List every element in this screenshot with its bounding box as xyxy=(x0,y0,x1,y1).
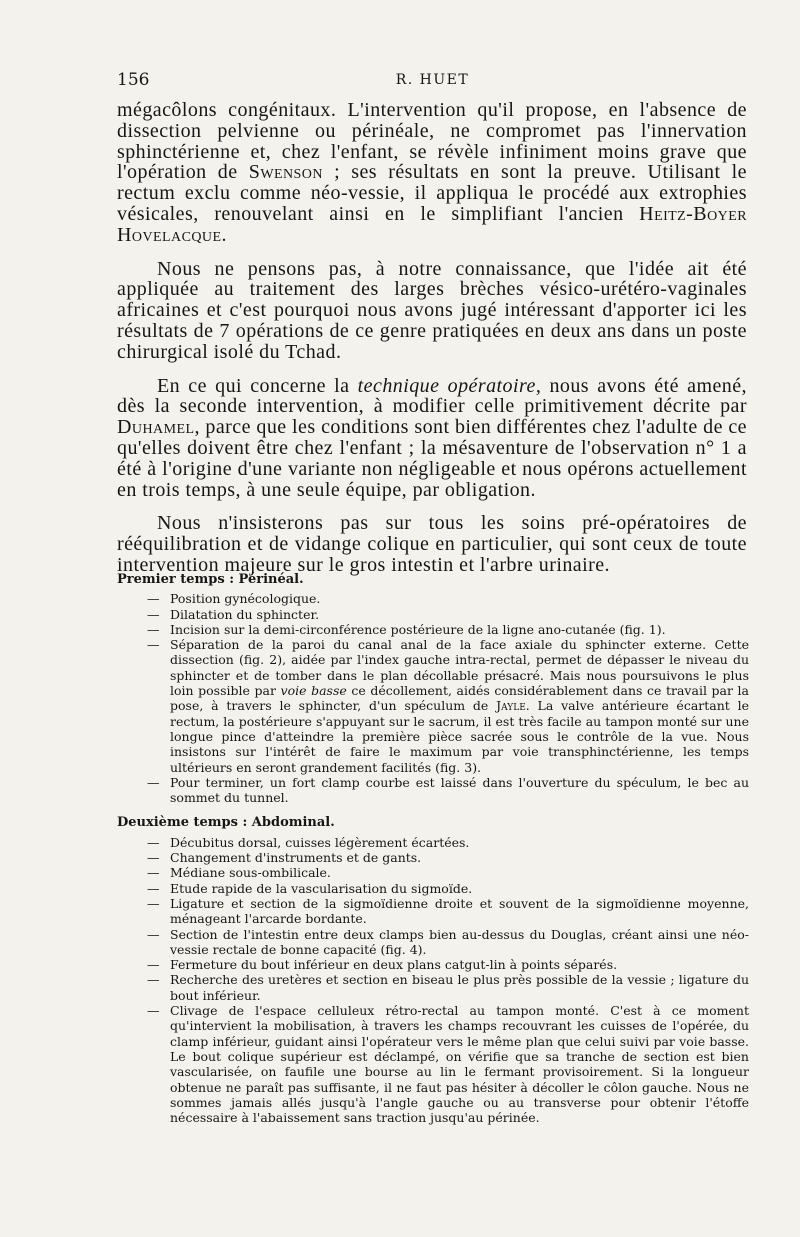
item-text: Section de l'intestin entre deux clamps bien au-dessus du Douglas, créant ainsi une néo-vessie rectale de bonne capacité (fig. 4). xyxy=(170,926,749,957)
list-item xyxy=(117,850,749,865)
dash: — xyxy=(147,774,160,790)
dash: — xyxy=(147,895,160,911)
item-text-b: ce décollement, aidés considérablement dans ce travail par la pose, à travers le sphincter, d'un spéculum de xyxy=(170,683,749,714)
list-item xyxy=(117,957,749,972)
body-text xyxy=(117,100,747,589)
item-text-c: . La valve antérieure écartant le rectum, la postérieure s'appuyant sur le sacrum, il est très facile au tampon monté sur une longue pince d'atteindre la première pièce sacrée sous le contrôle de la vue. Nous insistons sur l'intérêt de faire le maximum par voie transphinctérienne, les temps ultérieurs en seront grandement facilités (fig. 3). xyxy=(170,698,749,775)
list-item xyxy=(117,591,749,606)
section-2-title: Deuxième temps : Abdominal. xyxy=(117,815,335,831)
list-item xyxy=(117,927,749,958)
p3-text-b: nous avons été amené, dès la seconde intervention, à modifier celle primitivement décrite par xyxy=(117,374,748,418)
section-2-list xyxy=(117,835,749,1126)
section-1-title: Premier temps : Périnéal. xyxy=(117,572,304,587)
list-item xyxy=(117,775,749,806)
dash: — xyxy=(147,1003,160,1019)
dash: — xyxy=(147,972,160,988)
dash: — xyxy=(147,850,160,866)
item-text: Clivage de l'espace celluleux rétro-rectal au tampon monté. C'est à ce moment qu'intervient la mobilisation, à travers les champs recouvrant les cuisses de l'opérée, du clamp inférieur, guidant ainsi l'opérateur vers le même plan que celui suivi par voie basse. Le bout colique supérieur est déclampé, on vérifie que sa tranche de section est bien vascularisée, on faufile une bourse au lin le fermant provisoirement. Si la longueur obtenue ne paraît pas suffisante, il ne faut pas hésiter à décoller le côlon gauche. Nous ne sommes jamais allés jusqu'à l'angle gauche ou au transverse pour obtenir l'étoffe nécessaire à l'abaissement sans traction jusqu'au périnée. xyxy=(170,1003,749,1126)
dash: — xyxy=(147,957,160,973)
dash: — xyxy=(147,621,160,637)
item-text: Médiane sous-ombilicale. xyxy=(170,865,331,881)
dash: — xyxy=(147,834,160,850)
item-text: Incision sur la demi-circonférence postérieure de la ligne ano-cutanée (fig. 1). xyxy=(170,621,666,637)
author-heitz-boyer: Heitz-Boyer Hovelacque xyxy=(117,202,747,246)
item-text: Fermeture du bout inférieur en deux plans catgut-lin à points séparés. xyxy=(170,957,618,973)
dash: — xyxy=(147,637,160,653)
p3-italic: technique opératoire, xyxy=(357,374,542,397)
item-text: Ligature et section de la sigmoïdienne droite et souvent de la sigmoïdienne moyenne, ménageant l'arcarde bordante. xyxy=(170,895,749,927)
list-item xyxy=(117,865,749,880)
list-item xyxy=(117,1003,749,1125)
item-text: Recherche des uretères et section en biseau le plus près possible de la vessie ; ligature du bout inférieur. xyxy=(170,972,749,1003)
dash: — xyxy=(147,880,160,896)
p1-text-c: . xyxy=(221,223,227,246)
procedure-steps xyxy=(117,572,749,1125)
item-text-a: Séparation de la paroi du canal anal de la face axiale du sphincter externe. Cette dissection (fig. 2), aidée par l'index gauche intra-rectal, permet de dépasser le niveau du sphincter et de tomber dans le plan décollable présacré. Mais nous poursuivons le plus loin possible par xyxy=(170,637,749,699)
item-italic: voie basse xyxy=(280,683,347,699)
author-duhamel: Duhamel xyxy=(117,416,195,439)
item-text: Pour terminer, un fort clamp courbe est laissé dans l'ouverture du spéculum, le bec au sommet du tunnel. xyxy=(170,774,749,806)
p3-text-a: En ce qui concerne la xyxy=(157,374,358,397)
item-text: Position gynécologique. xyxy=(170,591,321,607)
p3-text-c: , parce que les conditions sont bien différentes chez l'adulte de ce qu'elles doivent être chez l'enfant ; la mésaventure de l'observation n° 1 a été à l'origine d'une variante non négligeable et nous opérons actuellement en trois temps, à une seule équipe, par obligation. xyxy=(117,416,748,501)
item-text: Décubitus dorsal, cuisses légèrement écartées. xyxy=(170,834,470,850)
paragraph-3 xyxy=(117,376,747,501)
list-item xyxy=(117,637,749,775)
list-item xyxy=(117,896,749,927)
item-text: Dilatation du sphincter. xyxy=(170,606,320,622)
p1-text-b: ; ses résultats en sont la preuve. Utilisant le rectum exclu comme néo-vessie, il appliqua le procédé aux extrophies vésicales, renouvelant ainsi en le simplifiant l'ancien xyxy=(117,161,747,225)
dash: — xyxy=(147,591,160,607)
list-item xyxy=(117,622,749,637)
section-1-list xyxy=(117,591,749,805)
item-text: Etude rapide de la vascularisation du sigmoïde. xyxy=(170,880,473,896)
dash: — xyxy=(147,865,160,881)
list-item xyxy=(117,881,749,896)
item-text: Changement d'instruments et de gants. xyxy=(170,850,422,866)
author-jayle: Jayle xyxy=(496,698,526,714)
paragraph-4: Nous n'insisterons pas sur tous les soins pré-opératoires de rééquilibration et de vidange colique en particulier, qui sont ceux de toute intervention majeure sur le gros intestin et l'arbre urinaire. xyxy=(117,512,747,576)
running-head: R. HUET xyxy=(395,72,470,88)
list-item xyxy=(117,835,749,850)
page-number: 156 xyxy=(117,70,150,90)
author-swenson: Swenson xyxy=(248,161,323,184)
dash: — xyxy=(147,926,160,942)
list-item xyxy=(117,972,749,1003)
dash: — xyxy=(147,606,160,622)
page-header xyxy=(117,70,748,94)
p1-text-a: mégacôlons congénitaux. L'intervention qu'il propose, en l'absence de dissection pelvienne ou périnéale, ne compromet pas l'innervation sphinctérienne et, chez l'enfant, se révèle infiniment moins grave que l'opération de xyxy=(117,99,747,184)
list-item xyxy=(117,607,749,622)
paragraph-1 xyxy=(117,100,747,246)
paragraph-2: Nous ne pensons pas, à notre connaissance, que l'idée ait été appliquée au traitement des larges brèches vésico-urétéro-vaginales africaines et c'est pourquoi nous avons jugé intéressant d'apporter ici les résultats de 7 opérations de ce genre pratiquées en deux ans dans un poste chirurgical isolé du Tchad. xyxy=(117,257,747,363)
